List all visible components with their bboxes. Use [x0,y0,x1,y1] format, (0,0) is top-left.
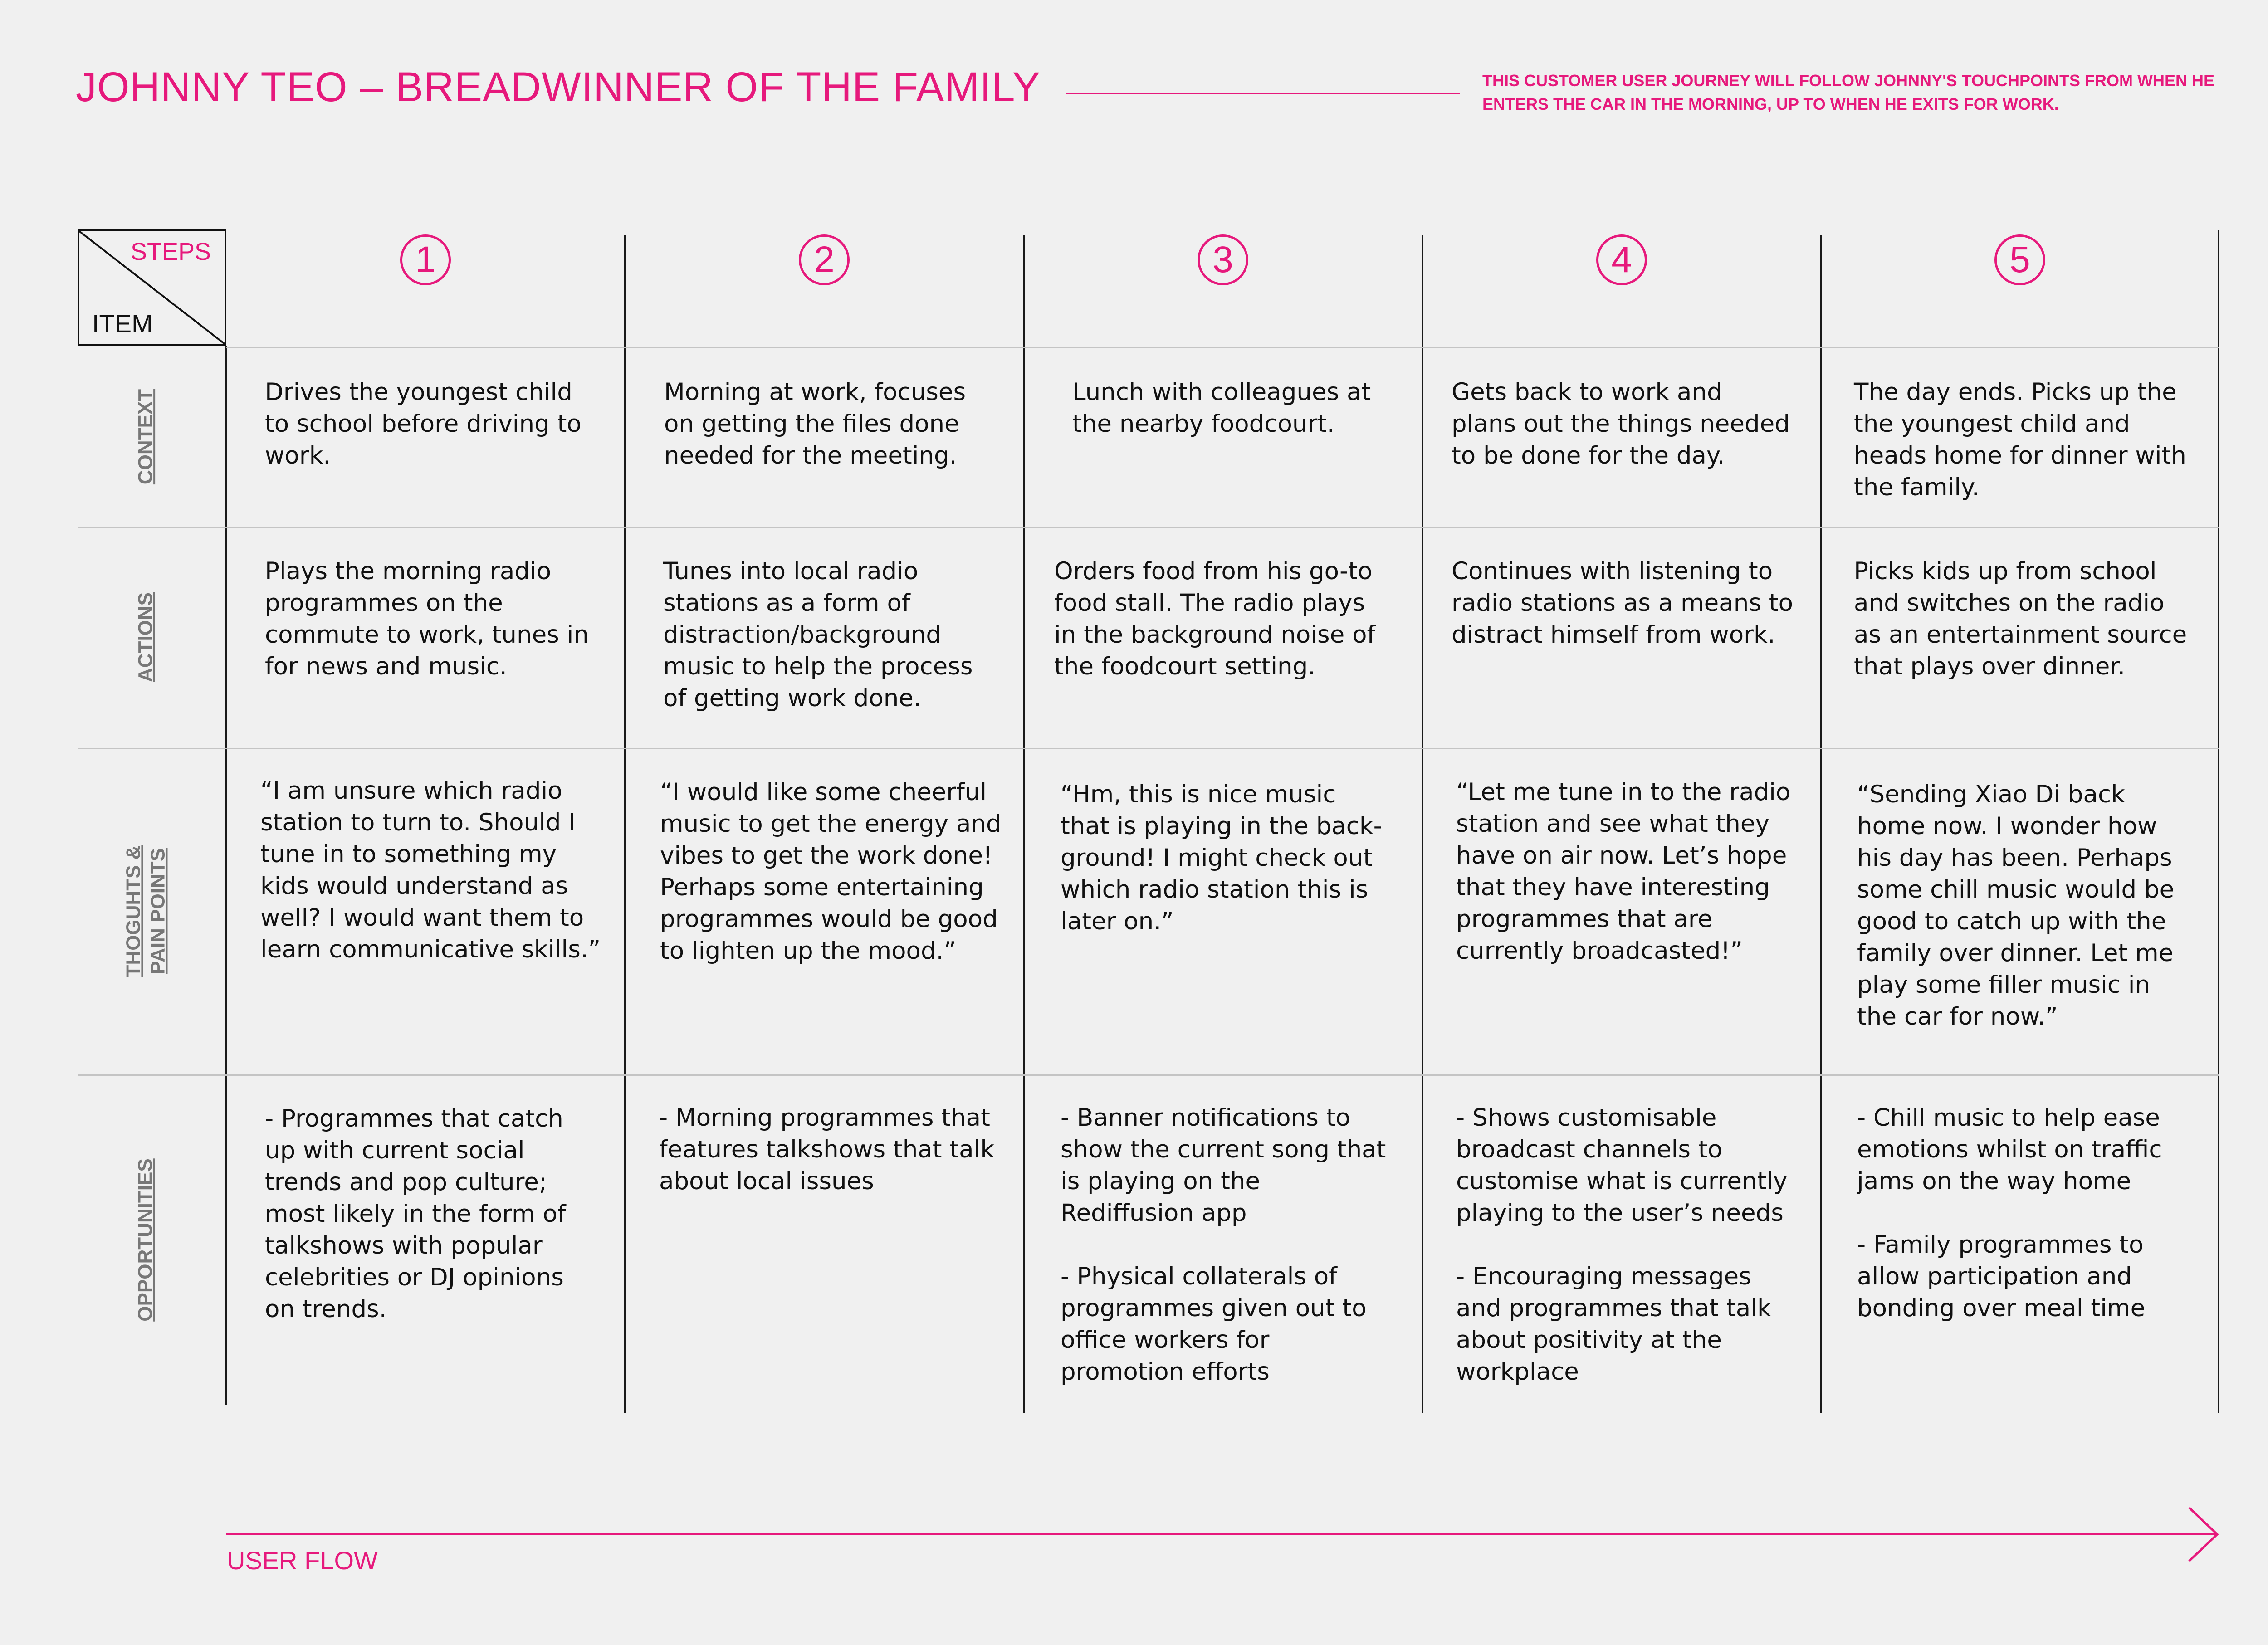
thoughts-cell-3: “Hm, this is nice music that is playing in the back- ground! I might check out which radio station this is later on.” [1061,781,1382,935]
steps-label: STEPS [130,238,211,265]
journey-description: THIS CUSTOMER USER JOURNEY WILL FOLLOW JOHNNY'S TOUCHPOINTS FROM WHEN HE ENTERS THE CAR IN THE MORNING, UP TO WHEN HE EXITS FOR WORK. [1482,71,2214,113]
row-label-context: CONTEXT [134,389,156,484]
column-divider [1820,235,1822,1413]
thoughts-cell-4: “Let me tune in to the radio station and see what they have on air now. Let’s hope that they have interesting programmes that are currently broadcasted!” [1456,778,1791,965]
column-divider [1422,235,1423,1413]
opportunities-cell-2: - Morning programmes that features talkshows that talk about local issues [659,1104,995,1195]
column-divider [2218,230,2219,1413]
context-cell-4: Gets back to work and plans out the things needed to be done for the day. [1452,378,1790,469]
actions-cell-1: Plays the morning radio programmes on the commute to work, tunes in for news and music. [265,557,589,680]
context-cell-1: Drives the youngest child to school before driving to work. [265,378,582,469]
row-label-thoughts: THOGUHTS & PAIN POINTS [122,845,169,977]
step-4-badge: 4 [1596,234,1647,285]
user-flow-line [226,1533,2218,1535]
step-2-badge: 2 [799,234,850,285]
context-cell-2: Morning at work, focuses on getting the files done needed for the meeting. [664,378,966,469]
item-label: ITEM [92,309,153,338]
actions-cell-4: Continues with listening to radio stations as a means to distract himself from work. [1452,557,1793,649]
opportunities-cell-1: - Programmes that catch up with current social trends and pop culture; most likely in the form of talkshows with popular celebrities or DJ opinions on trends. [265,1105,566,1323]
opportunities-cell-4: - Shows customisable broadcast channels to customise what is currently playing to the user’s needs - Encouraging messages and programmes that talk about positivity at the workplace [1456,1104,1788,1386]
page-title: JOHNNY TEO – BREADWINNER OF THE FAMILY [76,64,1041,110]
opportunities-cell-5: - Chill music to help ease emotions whilst on traffic jams on the way home - Family programmes to allow participation and bonding over meal time [1857,1104,2162,1322]
row-label-actions: ACTIONS [134,592,156,682]
row-divider [78,748,2219,749]
user-flow-label: USER FLOW [227,1546,378,1575]
step-3-badge: 3 [1198,234,1248,285]
actions-cell-2: Tunes into local radio stations as a form of distraction/background music to help the process of getting work done. [663,557,973,712]
row-label-opportunities: OPPORTUNITIES [134,1158,156,1322]
opportunities-cell-3: - Banner notifications to show the current song that is playing on the Rediffusion app - Physical collaterals of programmes given out to office workers for promotion efforts [1061,1104,1386,1386]
row-divider [78,1074,2219,1076]
thoughts-cell-2: “I would like some cheerful music to get the energy and vibes to get the work done! Perhaps some entertaining programmes would be good to lighten up the mood.” [660,778,1002,965]
thoughts-cell-5: “Sending Xiao Di back home now. I wonder how his day has been. Perhaps some chill music would be good to catch up with the family over dinner. Let me play some filler music in the car for now.” [1857,781,2175,1030]
column-divider [624,235,626,1413]
steps-item-corner [78,229,226,346]
row-divider [78,527,2219,528]
actions-cell-3: Orders food from his go-to food stall. The radio plays in the background noise of the foodcourt setting. [1054,557,1376,680]
user-flow-arrowhead-icon [2177,1506,2223,1563]
title-divider [1066,93,1460,94]
column-divider [225,346,227,1405]
thoughts-cell-1: “I am unsure which radio station to turn to. Should I tune in to something my kids would understand as well? I would want them to learn communicative skills.” [260,777,601,963]
context-cell-3: Lunch with colleagues at the nearby foodcourt. [1072,378,1371,438]
column-divider [1023,235,1025,1413]
context-cell-5: The day ends. Picks up the the youngest child and heads home for dinner with the family. [1854,378,2186,501]
step-1-badge: 1 [400,234,451,285]
actions-cell-5: Picks kids up from school and switches on the radio as an entertainment source that plays over dinner. [1854,557,2187,680]
step-5-badge: 5 [1994,234,2045,285]
row-divider [226,347,2219,348]
